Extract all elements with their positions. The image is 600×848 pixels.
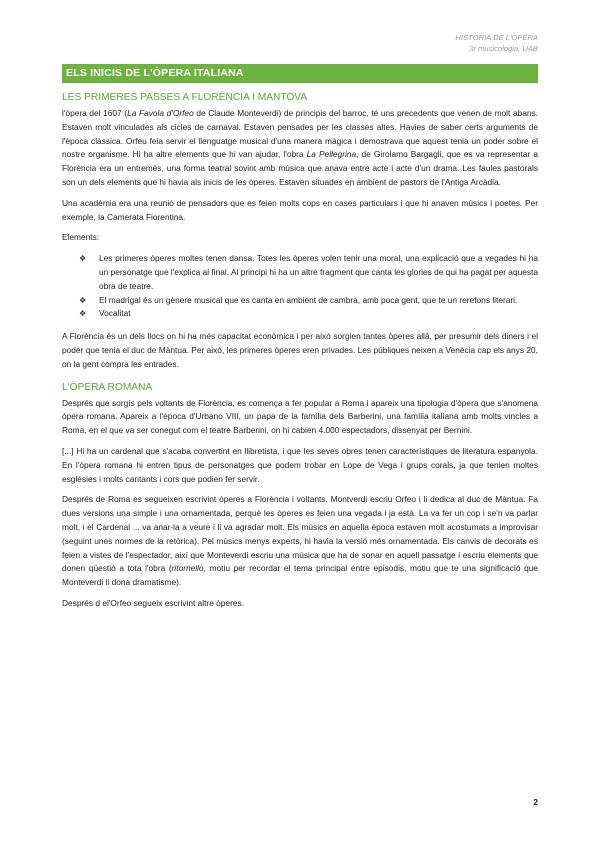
diamond-bullet-icon: ❖ (79, 309, 87, 319)
elements-label: Elements: (62, 232, 100, 243)
list-item: ❖ Les primeres òperes moltes tenen dansa. Totes les òperes volen tenir una moral, una explicació que a vegades hi ha un personatge que l'explica al final. Al principi hi ha un altre fragment que canta les glories de qui ha pagat per aquesta obra de teatre. (79, 253, 538, 291)
page-number: 2 (533, 797, 538, 807)
header-course-title: HISTÒRIA DE L'ÒPERA (455, 33, 538, 42)
list-item: ❖ Vocalitat (62, 307, 538, 321)
running-header (455, 32, 538, 54)
paragraph-after-orfeo: Després d el'Orfeo segueix escrivint altre òperes. (62, 597, 244, 608)
list-item: ❖ El madrigal és un gènere musical que es canta en ambient de cambra, amb poca gent, que te un rerefons literari. (62, 294, 538, 308)
work-title-pellegrina: La Pellegrina (306, 149, 357, 160)
work-title-orfeo: La Favola d'Orfeo (127, 108, 194, 118)
section-title-bar: ELS INICIS DE L'ÒPERA ITALIANA (62, 64, 538, 83)
paragraph-monteverdi: Després de Roma es segueixen escrivint òperes a Florència i voltants. Montverdi escriu Orfeo i li dedica al duc de Màntua. Fa dues versions una simple i una ornamentada, perquè les òperes es feien una vegada i ja està. La va fer un cop i se'n va parlar molt, i el Cardenal ... va anar-la a veure i li va agradar molt. Els músics en aquella època estaven molt acostumats a improvisar (seguint unes normes de la retòrica). Pel músics menys experts, hi havia la versió més ornamentada. Els canvis de decorats es feien a vistes de l'espectador, així que Monteverdi escriu una música que ha de sonar en aquell passatge i escriu elements que donen qüestió a tota l'obra (ritornello, motiu per recordar el tema principal entre episodis, motiu que te una significació que Monteverdi li dona dramatisme). (62, 494, 538, 588)
paragraph-origins: l'òpera del 1607 (La Favola d'Orfeo de Claude Monteverdi) de principis del barroc, té uns precedents que venen de molt abans. Estaven molt vinculades als cicles de carnaval. Estaven pensades per les classes altes. Havies de saber certs arguments de l'època clàssica. Orfeu feia servir el llenguatge musical d'una manera màgica i demostrava que aquest tenia un poder sobre el nostre organisme. Hi ha altre elements que hi van ajudar, l'obra La Pellegrina, de Girolamo Bargagli, que es va representar a Florència era un entremès, una forma teatral sovint amb música que anava entre acte i acte d'un drama. Les faules pastorals son un dels elements que hi havia als inicis de les òperes. Estaven situades en ambient de pastors de l'Antiga Arcàdia. (62, 108, 538, 187)
paragraph-cardinal: [...] Hi ha un cardenal que s'acaba convertint en llibretista, i que les seves obres tenen característiques de literatura espanyola. En l'òpera romana hi entren tipus de personatges que podem trobar en Lope de Vega i grups corals, ja que tenien moltes esglésies i molts cantants i cors que podien fer servir. (62, 445, 538, 484)
subsection-title-roman-opera: L'ÒPERA ROMANA (62, 381, 153, 393)
header-course-subtitle: 3r musicologia, UAB (469, 44, 538, 53)
term-ritornello: ritornello (171, 563, 204, 574)
elements-list (62, 252, 538, 321)
paragraph-roman-opera: Després que sorgís pels voltants de Florència, es comença a fer popular a Roma i apareix una tipologia d'òpera que s'anomena òpera romana. Apareix a l'època d'Urbano VIII, un papa de la família dels Barberini, una família italiana amb molts vincles a Roma, en el que va ser conegut com el teatre Barberini, on hi cabien 4.000 espectadors, dissenyat per Bernini. (62, 397, 538, 436)
subsection-title-florence: LES PRIMERES PASSES A FLORÈNCIA I MANTOVA (62, 92, 308, 103)
paragraph-florence-economy: A Florència és un dels llocs on hi ha més capacitat econòmica i per això sorgien tantes òperes allà, per presumir dels diners i el poder que tenia el duc de Màntua. Per això, les primeres òperes eren privades. Les públiques neixen a Venècia cap els anys 20, on la gent compra les entrades. (62, 331, 538, 369)
paragraph-academia: Una acadèmia era una reunió de pensadors que es feien molts cops en cases particulars i que hi anaven músics i poetes. Per exemple, la Camerata Fiorentina. (62, 197, 538, 222)
page-content (62, 91, 538, 611)
diamond-bullet-icon: ❖ (79, 295, 87, 305)
diamond-bullet-icon: ❖ (79, 254, 87, 264)
